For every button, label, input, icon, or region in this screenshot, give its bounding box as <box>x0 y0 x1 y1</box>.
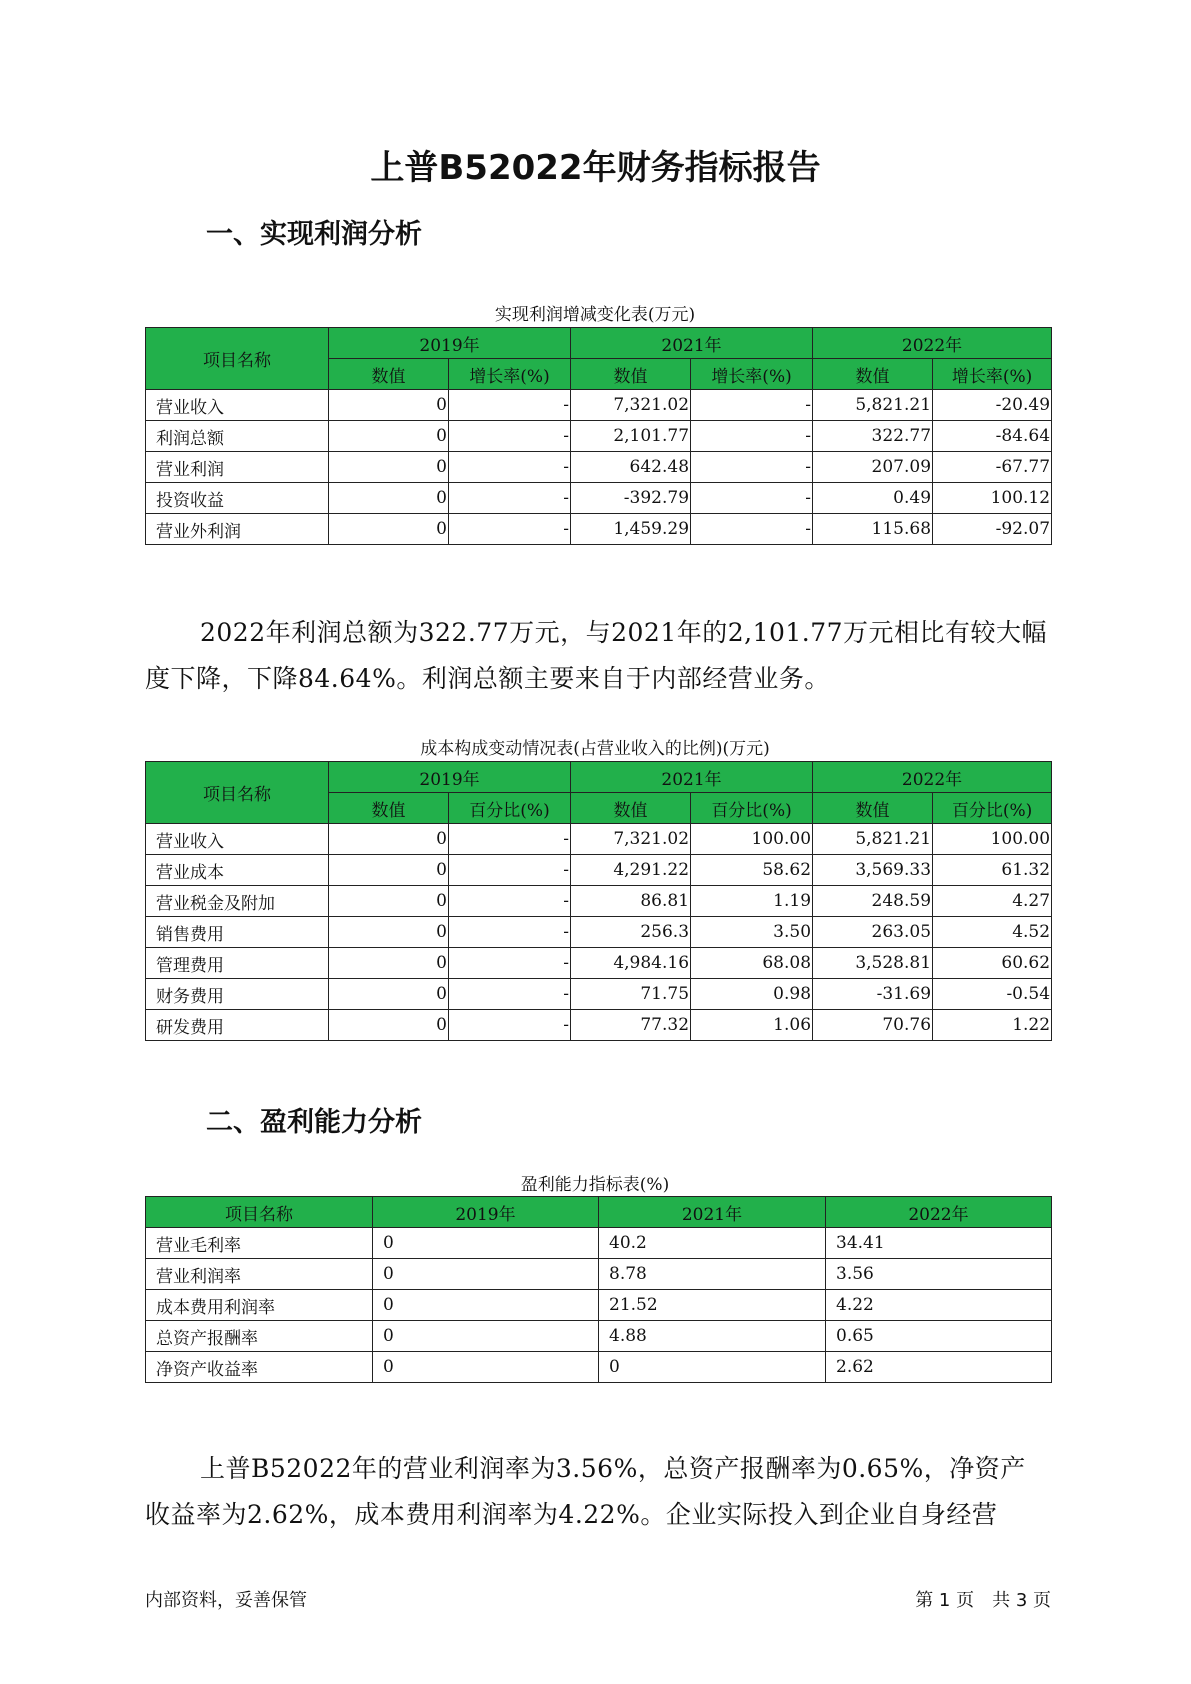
header-item-name: 项目名称 <box>146 762 329 824</box>
header-year: 2021年 <box>571 328 813 359</box>
table-cell: 4.22 <box>826 1290 1052 1321</box>
table-caption-profit-change: 实现利润增减变化表(万元) <box>494 305 696 325</box>
table-row <box>146 390 1052 421</box>
row-label: 总资产报酬率 <box>146 1321 373 1352</box>
table-cell: 58.62 <box>691 855 813 886</box>
table-cell: - <box>449 483 571 514</box>
header-percentage: 百分比(%) <box>933 793 1052 824</box>
table-cell: - <box>691 514 813 545</box>
table-cell: 1.22 <box>933 1010 1052 1041</box>
table-cell: 5,821.21 <box>813 824 933 855</box>
row-label: 研发费用 <box>146 1010 329 1041</box>
header-year: 2022年 <box>826 1197 1052 1228</box>
table-cell: 3,528.81 <box>813 948 933 979</box>
table-cell: 0 <box>329 855 449 886</box>
table-cell: - <box>449 979 571 1010</box>
row-label: 营业利润 <box>146 452 329 483</box>
table-cell: 4.52 <box>933 917 1052 948</box>
table-cell: 100.00 <box>691 824 813 855</box>
footer-confidential-note: 内部资料，妥善保管 <box>145 1590 307 1611</box>
row-label: 销售费用 <box>146 917 329 948</box>
row-label: 净资产收益率 <box>146 1352 373 1383</box>
row-label: 管理费用 <box>146 948 329 979</box>
table-cell: 100.00 <box>933 824 1052 855</box>
table-cell: - <box>449 855 571 886</box>
table-cell: 40.2 <box>599 1228 826 1259</box>
row-label: 财务费用 <box>146 979 329 1010</box>
table-row <box>146 948 1052 979</box>
table-row <box>146 979 1052 1010</box>
profitability-table <box>145 1196 1052 1383</box>
table-cell: 2,101.77 <box>571 421 691 452</box>
table-cell: 0 <box>329 452 449 483</box>
table-cell: - <box>691 483 813 514</box>
table-cell: -84.64 <box>933 421 1052 452</box>
profit-analysis-paragraph: 2022年利润总额为322.77万元，与2021年的2,101.77万元相比有较大幅度下降，下降84.64%。利润总额主要来自于内部经营业务。 <box>145 618 1048 693</box>
table-cell: 7,321.02 <box>571 390 691 421</box>
header-year: 2019年 <box>373 1197 599 1228</box>
table-cell: 1.06 <box>691 1010 813 1041</box>
table-cell: 3.50 <box>691 917 813 948</box>
cost-structure-table <box>145 761 1052 1041</box>
table-cell: 322.77 <box>813 421 933 452</box>
table-cell: 115.68 <box>813 514 933 545</box>
table-cell: 2.62 <box>826 1352 1052 1383</box>
table-row <box>146 1321 1052 1352</box>
table-cell: 1,459.29 <box>571 514 691 545</box>
table-cell: 0 <box>329 886 449 917</box>
table-cell: 0 <box>373 1290 599 1321</box>
header-year: 2021年 <box>599 1197 826 1228</box>
table-cell: 0 <box>329 948 449 979</box>
table-row <box>146 1352 1052 1383</box>
table-cell: 263.05 <box>813 917 933 948</box>
row-label: 营业利润率 <box>146 1259 373 1290</box>
table-cell: 0 <box>329 514 449 545</box>
profit-change-table <box>145 327 1052 545</box>
table-cell: 0 <box>329 1010 449 1041</box>
table-cell: 21.52 <box>599 1290 826 1321</box>
row-label: 营业税金及附加 <box>146 886 329 917</box>
table-cell: 0 <box>373 1259 599 1290</box>
table-row <box>146 1259 1052 1290</box>
table-cell: 5,821.21 <box>813 390 933 421</box>
table-cell: - <box>691 421 813 452</box>
table-cell: - <box>449 886 571 917</box>
header-year: 2022年 <box>813 328 1052 359</box>
table-cell: 71.75 <box>571 979 691 1010</box>
table-cell: 7,321.02 <box>571 824 691 855</box>
table-cell: 0 <box>373 1321 599 1352</box>
row-label: 营业外利润 <box>146 514 329 545</box>
table-cell: 0 <box>329 979 449 1010</box>
table-cell: - <box>449 390 571 421</box>
table-cell: 60.62 <box>933 948 1052 979</box>
header-year: 2019年 <box>329 762 571 793</box>
table-cell: 61.32 <box>933 855 1052 886</box>
table-cell: - <box>449 452 571 483</box>
table-cell: -92.07 <box>933 514 1052 545</box>
table-cell: 0 <box>329 390 449 421</box>
table-caption-cost-structure: 成本构成变动情况表(占营业收入的比例)(万元) <box>420 739 770 759</box>
row-label: 营业成本 <box>146 855 329 886</box>
table-cell: 70.76 <box>813 1010 933 1041</box>
table-row <box>146 483 1052 514</box>
table-cell: -392.79 <box>571 483 691 514</box>
table-cell: 0 <box>373 1228 599 1259</box>
table-cell: - <box>691 452 813 483</box>
table-cell: - <box>449 948 571 979</box>
table-cell: - <box>691 390 813 421</box>
header-growth-rate: 增长率(%) <box>449 359 571 390</box>
row-label: 利润总额 <box>146 421 329 452</box>
row-label: 营业收入 <box>146 824 329 855</box>
table-cell: -67.77 <box>933 452 1052 483</box>
table-cell: 1.19 <box>691 886 813 917</box>
header-value: 数值 <box>813 793 933 824</box>
table-cell: 0 <box>599 1352 826 1383</box>
table-cell: 0 <box>373 1352 599 1383</box>
table-cell: 0 <box>329 483 449 514</box>
table-row <box>146 855 1052 886</box>
row-label: 营业毛利率 <box>146 1228 373 1259</box>
table-cell: 4,984.16 <box>571 948 691 979</box>
table-cell: - <box>449 421 571 452</box>
table-cell: 0.98 <box>691 979 813 1010</box>
row-label: 成本费用利润率 <box>146 1290 373 1321</box>
table-row <box>146 1228 1052 1259</box>
table-cell: 0 <box>329 824 449 855</box>
header-item-name: 项目名称 <box>146 1197 373 1228</box>
header-percentage: 百分比(%) <box>691 793 813 824</box>
table-row <box>146 824 1052 855</box>
header-growth-rate: 增长率(%) <box>933 359 1052 390</box>
table-cell: 100.12 <box>933 483 1052 514</box>
table-row <box>146 1010 1052 1041</box>
table-row <box>146 421 1052 452</box>
header-growth-rate: 增长率(%) <box>691 359 813 390</box>
table-cell: 4.88 <box>599 1321 826 1352</box>
table-cell: -0.54 <box>933 979 1052 1010</box>
table-cell: - <box>449 514 571 545</box>
table-row <box>146 514 1052 545</box>
table-cell: 207.09 <box>813 452 933 483</box>
section-heading-profit: 一、实现利润分析 <box>206 219 422 250</box>
table-cell: 0 <box>329 917 449 948</box>
header-value: 数值 <box>329 793 449 824</box>
header-value: 数值 <box>813 359 933 390</box>
table-cell: -31.69 <box>813 979 933 1010</box>
table-cell: - <box>449 917 571 948</box>
profitability-analysis-paragraph: 上普B52022年的营业利润率为3.56%，总资产报酬率为0.65%，净资产收益率为2.62%，成本费用利润率为4.22%。企业实际投入到企业自身经营 <box>145 1454 1026 1529</box>
table-cell: 77.32 <box>571 1010 691 1041</box>
table-row <box>146 1290 1052 1321</box>
header-year: 2022年 <box>813 762 1052 793</box>
table-cell: 0.65 <box>826 1321 1052 1352</box>
table-cell: 3.56 <box>826 1259 1052 1290</box>
header-value: 数值 <box>571 359 691 390</box>
section-heading-profitability: 二、盈利能力分析 <box>206 1107 422 1138</box>
table-cell: 0.49 <box>813 483 933 514</box>
table-cell: 0 <box>329 421 449 452</box>
table-cell: 4,291.22 <box>571 855 691 886</box>
table-cell: - <box>449 824 571 855</box>
header-year: 2021年 <box>571 762 813 793</box>
header-year: 2019年 <box>329 328 571 359</box>
table-cell: 4.27 <box>933 886 1052 917</box>
footer-page-number: 第 1 页 共 3 页 <box>915 1590 1051 1611</box>
table-row <box>146 452 1052 483</box>
table-cell: 68.08 <box>691 948 813 979</box>
row-label: 营业收入 <box>146 390 329 421</box>
header-percentage: 百分比(%) <box>449 793 571 824</box>
table-caption-profitability: 盈利能力指标表(%) <box>520 1175 670 1195</box>
header-value: 数值 <box>329 359 449 390</box>
table-row <box>146 917 1052 948</box>
table-cell: - <box>449 1010 571 1041</box>
table-row <box>146 886 1052 917</box>
table-cell: 248.59 <box>813 886 933 917</box>
table-cell: -20.49 <box>933 390 1052 421</box>
page-title: 上普B52022年财务指标报告 <box>370 148 821 188</box>
header-item-name: 项目名称 <box>146 328 329 390</box>
table-cell: 256.3 <box>571 917 691 948</box>
table-cell: 8.78 <box>599 1259 826 1290</box>
table-cell: 34.41 <box>826 1228 1052 1259</box>
header-value: 数值 <box>571 793 691 824</box>
table-cell: 3,569.33 <box>813 855 933 886</box>
row-label: 投资收益 <box>146 483 329 514</box>
table-cell: 642.48 <box>571 452 691 483</box>
table-cell: 86.81 <box>571 886 691 917</box>
